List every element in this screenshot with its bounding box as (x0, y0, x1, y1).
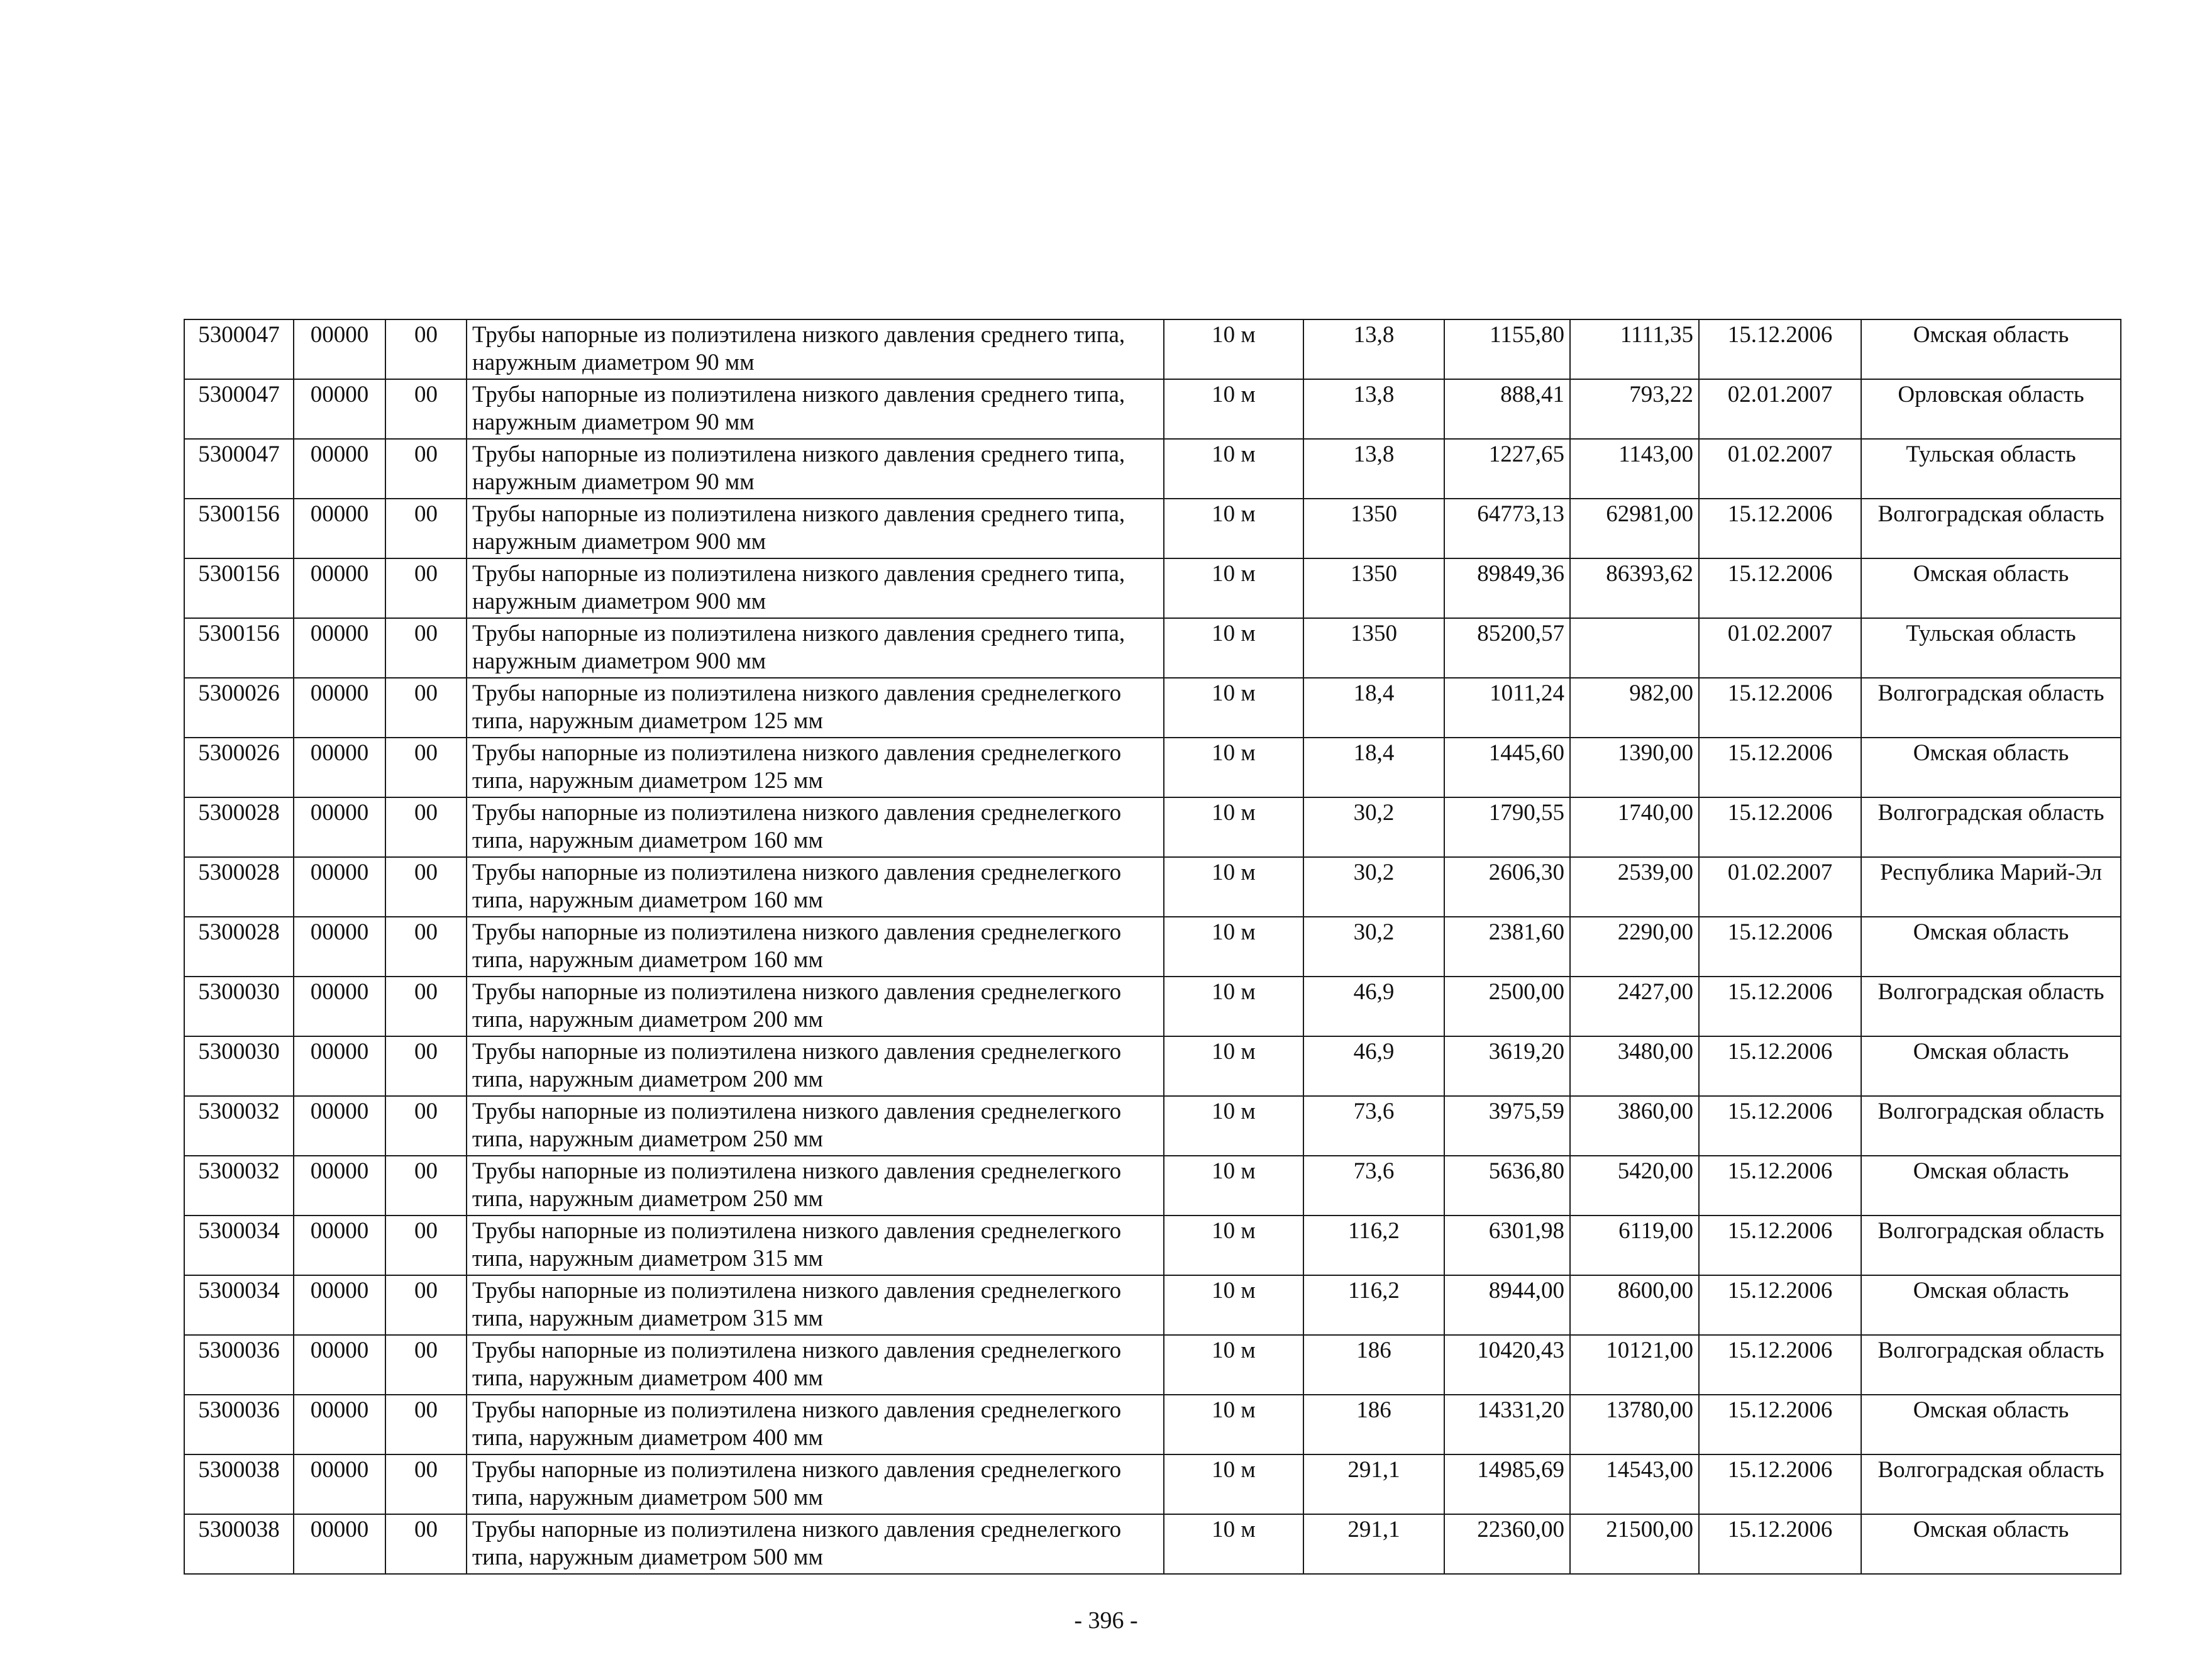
item-subcode-2: 00 (385, 1036, 467, 1096)
item-unit: 10 м (1164, 1096, 1303, 1156)
item-name: Трубы напорные из полиэтилена низкого давления среднелегкого типа, наружным диаметром 500 мм (467, 1514, 1164, 1574)
item-weight: 1350 (1303, 618, 1444, 678)
item-subcode: 00000 (294, 618, 385, 678)
item-date: 15.12.2006 (1699, 1216, 1861, 1275)
item-code: 5300036 (184, 1335, 294, 1395)
item-weight: 116,2 (1303, 1275, 1444, 1335)
item-subcode-2: 00 (385, 1514, 467, 1574)
item-code: 5300038 (184, 1514, 294, 1574)
item-subcode: 00000 (294, 1514, 385, 1574)
item-name: Трубы напорные из полиэтилена низкого давления среднелегкого типа, наружным диаметром 125 мм (467, 678, 1164, 738)
item-date: 15.12.2006 (1699, 1395, 1861, 1454)
item-price-1: 3619,20 (1444, 1036, 1570, 1096)
item-price-2: 1143,00 (1570, 439, 1699, 499)
item-price-1: 2606,30 (1444, 857, 1570, 917)
item-price-1: 89849,36 (1444, 558, 1570, 618)
item-subcode: 00000 (294, 1216, 385, 1275)
item-subcode: 00000 (294, 1454, 385, 1514)
item-unit: 10 м (1164, 1514, 1303, 1574)
table-row (184, 1216, 2121, 1275)
item-code: 5300047 (184, 319, 294, 379)
item-subcode-2: 00 (385, 558, 467, 618)
item-date: 15.12.2006 (1699, 558, 1861, 618)
item-unit: 10 м (1164, 738, 1303, 797)
item-price-2: 86393,62 (1570, 558, 1699, 618)
item-name: Трубы напорные из полиэтилена низкого давления среднего типа, наружным диаметром 900 мм (467, 558, 1164, 618)
item-code: 5300156 (184, 558, 294, 618)
item-subcode: 00000 (294, 558, 385, 618)
item-region: Республика Марий-Эл (1861, 857, 2121, 917)
item-code: 5300030 (184, 977, 294, 1036)
item-code: 5300156 (184, 499, 294, 558)
item-unit: 10 м (1164, 1036, 1303, 1096)
item-price-2: 62981,00 (1570, 499, 1699, 558)
table-row (184, 857, 2121, 917)
item-subcode-2: 00 (385, 439, 467, 499)
table-row (184, 1275, 2121, 1335)
item-unit: 10 м (1164, 917, 1303, 977)
item-region: Омская область (1861, 1156, 2121, 1216)
item-code: 5300028 (184, 797, 294, 857)
table-row (184, 1156, 2121, 1216)
table-row (184, 1514, 2121, 1574)
item-price-1: 22360,00 (1444, 1514, 1570, 1574)
item-region: Омская область (1861, 1275, 2121, 1335)
item-weight: 186 (1303, 1395, 1444, 1454)
item-date: 15.12.2006 (1699, 1096, 1861, 1156)
item-name: Трубы напорные из полиэтилена низкого давления среднего типа, наружным диаметром 900 мм (467, 499, 1164, 558)
item-subcode: 00000 (294, 1335, 385, 1395)
item-date: 02.01.2007 (1699, 379, 1861, 439)
item-code: 5300156 (184, 618, 294, 678)
item-unit: 10 м (1164, 1335, 1303, 1395)
item-name: Трубы напорные из полиэтилена низкого давления среднелегкого типа, наружным диаметром 400 мм (467, 1395, 1164, 1454)
item-weight: 73,6 (1303, 1156, 1444, 1216)
table-row (184, 1335, 2121, 1395)
item-unit: 10 м (1164, 1216, 1303, 1275)
item-date: 15.12.2006 (1699, 977, 1861, 1036)
item-price-2: 10121,00 (1570, 1335, 1699, 1395)
item-region: Волгоградская область (1861, 797, 2121, 857)
item-date: 15.12.2006 (1699, 499, 1861, 558)
item-region: Волгоградская область (1861, 1216, 2121, 1275)
item-region: Тульская область (1861, 439, 2121, 499)
item-code: 5300028 (184, 857, 294, 917)
item-code: 5300038 (184, 1454, 294, 1514)
item-subcode-2: 00 (385, 1275, 467, 1335)
item-subcode: 00000 (294, 977, 385, 1036)
item-name: Трубы напорные из полиэтилена низкого давления среднелегкого типа, наружным диаметром 160 мм (467, 797, 1164, 857)
item-unit: 10 м (1164, 1454, 1303, 1514)
item-code: 5300034 (184, 1216, 294, 1275)
item-price-2: 2290,00 (1570, 917, 1699, 977)
item-subcode: 00000 (294, 319, 385, 379)
item-price-1: 14985,69 (1444, 1454, 1570, 1514)
item-price-2: 982,00 (1570, 678, 1699, 738)
item-weight: 73,6 (1303, 1096, 1444, 1156)
item-subcode-2: 00 (385, 917, 467, 977)
item-date: 15.12.2006 (1699, 1275, 1861, 1335)
item-name: Трубы напорные из полиэтилена низкого давления среднелегкого типа, наружным диаметром 125 мм (467, 738, 1164, 797)
item-subcode-2: 00 (385, 857, 467, 917)
item-date: 15.12.2006 (1699, 1454, 1861, 1514)
item-subcode-2: 00 (385, 1395, 467, 1454)
table-row (184, 917, 2121, 977)
item-region: Омская область (1861, 1514, 2121, 1574)
item-price-2: 5420,00 (1570, 1156, 1699, 1216)
item-date: 15.12.2006 (1699, 1156, 1861, 1216)
item-price-1: 3975,59 (1444, 1096, 1570, 1156)
item-price-1: 888,41 (1444, 379, 1570, 439)
item-region: Тульская область (1861, 618, 2121, 678)
item-subcode-2: 00 (385, 319, 467, 379)
item-subcode: 00000 (294, 738, 385, 797)
table-row (184, 499, 2121, 558)
item-unit: 10 м (1164, 439, 1303, 499)
item-name: Трубы напорные из полиэтилена низкого давления среднелегкого типа, наружным диаметром 315 мм (467, 1275, 1164, 1335)
item-code: 5300026 (184, 678, 294, 738)
item-region: Волгоградская область (1861, 1335, 2121, 1395)
item-weight: 30,2 (1303, 797, 1444, 857)
item-subcode: 00000 (294, 1036, 385, 1096)
item-date: 15.12.2006 (1699, 1335, 1861, 1395)
item-name: Трубы напорные из полиэтилена низкого давления среднего типа, наружным диаметром 90 мм (467, 439, 1164, 499)
table-body (184, 319, 2121, 1574)
price-table (184, 319, 2121, 1575)
table-row (184, 379, 2121, 439)
item-code: 5300032 (184, 1096, 294, 1156)
item-region: Омская область (1861, 1395, 2121, 1454)
item-code: 5300032 (184, 1156, 294, 1216)
item-weight: 13,8 (1303, 379, 1444, 439)
item-subcode-2: 00 (385, 1216, 467, 1275)
item-weight: 30,2 (1303, 857, 1444, 917)
item-subcode-2: 00 (385, 1096, 467, 1156)
item-weight: 116,2 (1303, 1216, 1444, 1275)
item-code: 5300026 (184, 738, 294, 797)
table-row (184, 618, 2121, 678)
item-date: 01.02.2007 (1699, 618, 1861, 678)
item-price-2: 3480,00 (1570, 1036, 1699, 1096)
item-price-1: 64773,13 (1444, 499, 1570, 558)
item-weight: 30,2 (1303, 917, 1444, 977)
item-name: Трубы напорные из полиэтилена низкого давления среднего типа, наружным диаметром 90 мм (467, 379, 1164, 439)
item-subcode: 00000 (294, 1156, 385, 1216)
item-weight: 18,4 (1303, 738, 1444, 797)
item-date: 15.12.2006 (1699, 738, 1861, 797)
item-subcode: 00000 (294, 857, 385, 917)
item-name: Трубы напорные из полиэтилена низкого давления среднелегкого типа, наружным диаметром 315 мм (467, 1216, 1164, 1275)
item-region: Орловская область (1861, 379, 2121, 439)
item-price-1: 1155,80 (1444, 319, 1570, 379)
item-date: 15.12.2006 (1699, 319, 1861, 379)
item-weight: 13,8 (1303, 319, 1444, 379)
item-weight: 1350 (1303, 499, 1444, 558)
item-subcode-2: 00 (385, 977, 467, 1036)
table-row (184, 1096, 2121, 1156)
item-name: Трубы напорные из полиэтилена низкого давления среднелегкого типа, наружным диаметром 160 мм (467, 857, 1164, 917)
item-name: Трубы напорные из полиэтилена низкого давления среднелегкого типа, наружным диаметром 250 мм (467, 1096, 1164, 1156)
item-code: 5300030 (184, 1036, 294, 1096)
item-price-2: 14543,00 (1570, 1454, 1699, 1514)
item-unit: 10 м (1164, 499, 1303, 558)
table-row (184, 319, 2121, 379)
item-price-1: 14331,20 (1444, 1395, 1570, 1454)
table-row (184, 738, 2121, 797)
item-region: Волгоградская область (1861, 1096, 2121, 1156)
item-subcode: 00000 (294, 917, 385, 977)
item-date: 15.12.2006 (1699, 797, 1861, 857)
table-row (184, 797, 2121, 857)
item-subcode: 00000 (294, 379, 385, 439)
item-name: Трубы напорные из полиэтилена низкого давления среднелегкого типа, наружным диаметром 400 мм (467, 1335, 1164, 1395)
item-subcode: 00000 (294, 1395, 385, 1454)
item-price-2: 1390,00 (1570, 738, 1699, 797)
item-price-1: 5636,80 (1444, 1156, 1570, 1216)
item-name: Трубы напорные из полиэтилена низкого давления среднелегкого типа, наружным диаметром 160 мм (467, 917, 1164, 977)
item-price-1: 1790,55 (1444, 797, 1570, 857)
item-subcode: 00000 (294, 1096, 385, 1156)
item-subcode-2: 00 (385, 738, 467, 797)
table-row (184, 1454, 2121, 1514)
item-price-2: 3860,00 (1570, 1096, 1699, 1156)
item-price-2: 2539,00 (1570, 857, 1699, 917)
item-name: Трубы напорные из полиэтилена низкого давления среднелегкого типа, наружным диаметром 200 мм (467, 1036, 1164, 1096)
item-subcode: 00000 (294, 499, 385, 558)
item-subcode-2: 00 (385, 618, 467, 678)
item-unit: 10 м (1164, 977, 1303, 1036)
item-unit: 10 м (1164, 797, 1303, 857)
item-unit: 10 м (1164, 1156, 1303, 1216)
item-code: 5300028 (184, 917, 294, 977)
item-code: 5300036 (184, 1395, 294, 1454)
item-subcode: 00000 (294, 797, 385, 857)
item-date: 01.02.2007 (1699, 439, 1861, 499)
item-weight: 18,4 (1303, 678, 1444, 738)
item-unit: 10 м (1164, 379, 1303, 439)
item-weight: 46,9 (1303, 1036, 1444, 1096)
item-region: Волгоградская область (1861, 977, 2121, 1036)
item-weight: 13,8 (1303, 439, 1444, 499)
item-date: 15.12.2006 (1699, 917, 1861, 977)
item-subcode-2: 00 (385, 1335, 467, 1395)
item-region: Омская область (1861, 1036, 2121, 1096)
item-unit: 10 м (1164, 558, 1303, 618)
item-region: Омская область (1861, 558, 2121, 618)
item-price-1: 1011,24 (1444, 678, 1570, 738)
item-weight: 291,1 (1303, 1514, 1444, 1574)
item-weight: 186 (1303, 1335, 1444, 1395)
item-unit: 10 м (1164, 1275, 1303, 1335)
item-date: 01.02.2007 (1699, 857, 1861, 917)
item-price-1: 6301,98 (1444, 1216, 1570, 1275)
item-price-2: 1740,00 (1570, 797, 1699, 857)
item-price-1: 8944,00 (1444, 1275, 1570, 1335)
item-price-1: 85200,57 (1444, 618, 1570, 678)
item-subcode-2: 00 (385, 379, 467, 439)
item-subcode-2: 00 (385, 499, 467, 558)
item-price-2: 1111,35 (1570, 319, 1699, 379)
table-row (184, 678, 2121, 738)
item-name: Трубы напорные из полиэтилена низкого давления среднего типа, наружным диаметром 900 мм (467, 618, 1164, 678)
item-unit: 10 м (1164, 618, 1303, 678)
item-weight: 1350 (1303, 558, 1444, 618)
item-unit: 10 м (1164, 678, 1303, 738)
item-subcode-2: 00 (385, 1454, 467, 1514)
item-name: Трубы напорные из полиэтилена низкого давления среднелегкого типа, наружным диаметром 500 мм (467, 1454, 1164, 1514)
item-unit: 10 м (1164, 857, 1303, 917)
item-code: 5300047 (184, 439, 294, 499)
item-price-1: 2500,00 (1444, 977, 1570, 1036)
item-subcode: 00000 (294, 678, 385, 738)
table-row (184, 1036, 2121, 1096)
item-unit: 10 м (1164, 1395, 1303, 1454)
item-region: Омская область (1861, 917, 2121, 977)
item-price-2: 21500,00 (1570, 1514, 1699, 1574)
item-code: 5300034 (184, 1275, 294, 1335)
item-price-1: 1227,65 (1444, 439, 1570, 499)
item-date: 15.12.2006 (1699, 1036, 1861, 1096)
item-region: Волгоградская область (1861, 678, 2121, 738)
table-row (184, 439, 2121, 499)
item-region: Омская область (1861, 319, 2121, 379)
item-name: Трубы напорные из полиэтилена низкого давления среднего типа, наружным диаметром 90 мм (467, 319, 1164, 379)
item-price-1: 10420,43 (1444, 1335, 1570, 1395)
table-row (184, 1395, 2121, 1454)
page-number: - 396 - (1074, 1607, 1138, 1634)
item-price-2: 2427,00 (1570, 977, 1699, 1036)
item-price-1: 2381,60 (1444, 917, 1570, 977)
item-price-2: 13780,00 (1570, 1395, 1699, 1454)
item-name: Трубы напорные из полиэтилена низкого давления среднелегкого типа, наружным диаметром 250 мм (467, 1156, 1164, 1216)
item-region: Волгоградская область (1861, 1454, 2121, 1514)
item-subcode-2: 00 (385, 678, 467, 738)
item-unit: 10 м (1164, 319, 1303, 379)
table-row (184, 977, 2121, 1036)
item-weight: 46,9 (1303, 977, 1444, 1036)
item-price-1: 1445,60 (1444, 738, 1570, 797)
item-region: Омская область (1861, 738, 2121, 797)
item-name: Трубы напорные из полиэтилена низкого давления среднелегкого типа, наружным диаметром 200 мм (467, 977, 1164, 1036)
item-price-2 (1570, 618, 1699, 678)
item-subcode: 00000 (294, 1275, 385, 1335)
table-row (184, 558, 2121, 618)
item-region: Волгоградская область (1861, 499, 2121, 558)
item-subcode: 00000 (294, 439, 385, 499)
item-price-2: 8600,00 (1570, 1275, 1699, 1335)
item-price-2: 793,22 (1570, 379, 1699, 439)
item-code: 5300047 (184, 379, 294, 439)
item-subcode-2: 00 (385, 797, 467, 857)
item-price-2: 6119,00 (1570, 1216, 1699, 1275)
item-subcode-2: 00 (385, 1156, 467, 1216)
item-weight: 291,1 (1303, 1454, 1444, 1514)
item-date: 15.12.2006 (1699, 678, 1861, 738)
item-date: 15.12.2006 (1699, 1514, 1861, 1574)
